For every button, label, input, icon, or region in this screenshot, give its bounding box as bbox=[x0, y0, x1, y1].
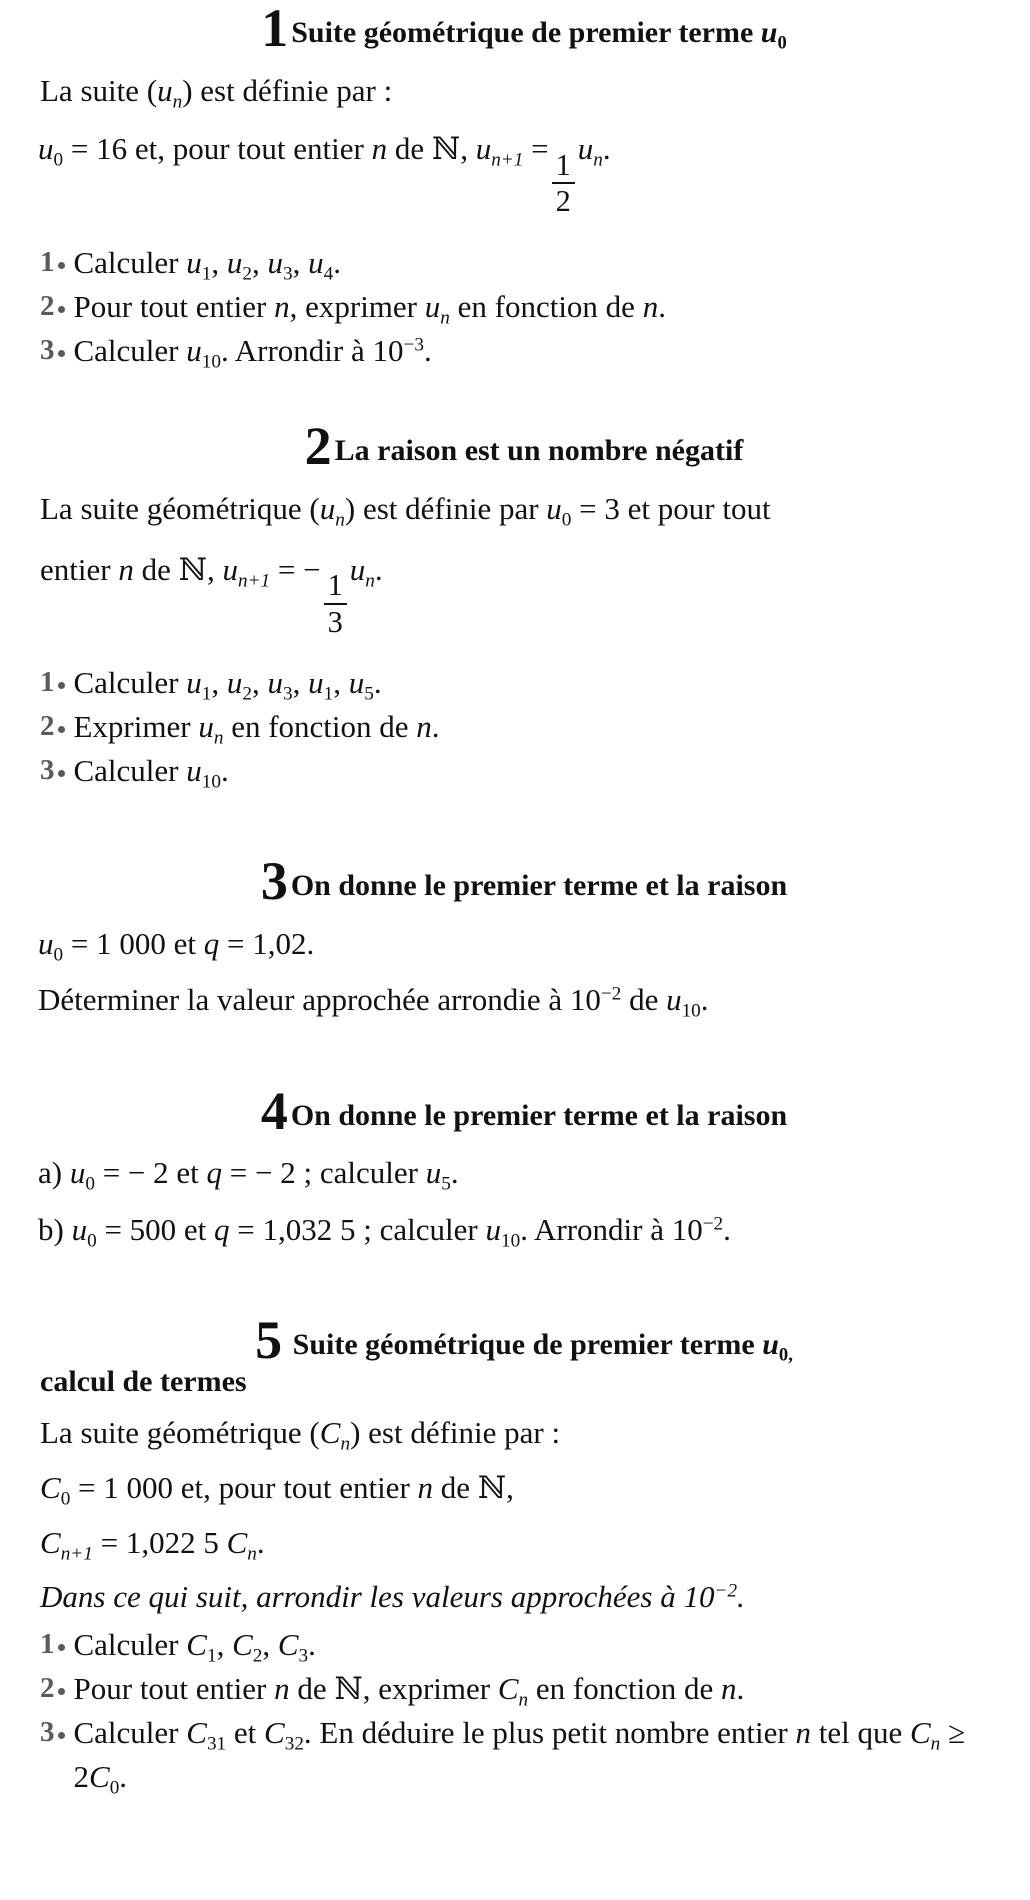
exercise-2-definition: entier n de ℕ, $u_{n+1}$ = − $\frac{1}{3}$ $u_n$. bbox=[40, 551, 383, 639]
question-text: Calculer $u_{10}$. Arrondir à $10^{-3}$. bbox=[73, 332, 432, 373]
exercise-2-intro: La suite géométrique $(u_n)$ est définie par $u_0 = 3$ et pour tout bbox=[40, 491, 771, 531]
question-text: Exprimer $u_n$ en fonction de n. bbox=[73, 709, 440, 749]
marker-dot bbox=[58, 1688, 65, 1695]
exercise-3-line-1: $u_0 = 1$ 000 et q = 1,02. bbox=[38, 925, 315, 966]
exercise-5-intro: La suite géométrique $(C_n)$ est définie par : bbox=[40, 1415, 561, 1455]
exercise-5-title: Suite géométrique de premier terme $u_{0,}$ bbox=[292, 1328, 793, 1366]
marker-dot bbox=[58, 1732, 65, 1739]
question-text: Pour tout entier n, exprimer $u_n$ en fonction de n. bbox=[73, 288, 666, 329]
exercise-2-number: 2 bbox=[304, 416, 331, 477]
exercise-1-heading bbox=[40, 0, 1008, 57]
exercise-5-definition-1: $C_0 = 1$ 000 et, pour tout entier n de ℕ, bbox=[40, 1469, 514, 1510]
question-marker: 2 bbox=[40, 707, 65, 745]
marker-dot bbox=[58, 306, 65, 313]
exercise-5-question-2 bbox=[40, 1669, 1008, 1713]
exercise-5-heading bbox=[40, 1312, 1008, 1369]
natural-numbers-symbol: ℕ bbox=[334, 1671, 363, 1708]
marker-dot bbox=[58, 262, 65, 269]
exercise-3-number: 3 bbox=[260, 850, 287, 911]
exercise-4-heading bbox=[40, 1080, 1008, 1141]
natural-numbers-symbol: ℕ bbox=[477, 1469, 507, 1506]
question-text: Calculer $u_1$, $u_2$, $u_3$, $u_1$, $u_5$. bbox=[73, 665, 382, 705]
fraction-one-half: $\frac{1}{2}$ bbox=[552, 150, 575, 217]
exercise-1-title-sub: 0 bbox=[777, 32, 787, 54]
exercise-1-title-var: u bbox=[760, 16, 778, 49]
question-text: Pour tout entier n de ℕ, exprimer $C_n$ en fonction de n. bbox=[73, 1671, 745, 1711]
question-text: Calculer $u_{10}$. bbox=[73, 752, 229, 793]
question-text: Calculer $C_{31}$ et $C_{32}$. En déduire le plus petit nombre entier n tel que $C_n \ge 2C_0$. bbox=[73, 1715, 966, 1799]
exercise-5-note: Dans ce qui suit, arrondir les valeurs approchées à $10^{-2}$. bbox=[40, 1579, 745, 1615]
exercise-4-item-a: a) $u_0$ = − 2 et q = − 2 ; calculer $u_5$. bbox=[38, 1155, 459, 1195]
exercise-1-question-3 bbox=[40, 331, 1008, 375]
exercise-2-question-2 bbox=[40, 707, 1008, 751]
exercise-3-line-2: Déterminer la valeur approchée arrondie à $10^{-2}$ de $u_{10}$. bbox=[38, 982, 709, 1022]
marker-dot bbox=[58, 726, 65, 733]
exercise-4-number: 4 bbox=[260, 1080, 287, 1141]
question-text: Calculer $C_1$, $C_2$, $C_3$. bbox=[73, 1627, 316, 1667]
marker-dot bbox=[58, 682, 65, 689]
exercise-2-question-3 bbox=[40, 751, 1008, 795]
exercise-1-intro: La suite $(u_n)$ est définie par : bbox=[40, 72, 393, 113]
exercise-4-title: On donne le premier terme et la raison bbox=[290, 1098, 788, 1132]
marker-dot bbox=[58, 350, 65, 357]
natural-numbers-symbol: ℕ bbox=[431, 131, 461, 168]
exercise-1-number: 1 bbox=[261, 0, 288, 58]
question-marker: 2 bbox=[40, 1669, 65, 1707]
marker-dot bbox=[58, 770, 65, 777]
exercise-3-heading bbox=[40, 850, 1008, 911]
question-marker: 1 bbox=[40, 243, 65, 281]
exercise-1-question-1 bbox=[40, 243, 1008, 287]
question-text: Calculer $u_1$, $u_2$, $u_3$, $u_4$. bbox=[73, 244, 341, 285]
exercise-5-number: 5 bbox=[255, 1310, 282, 1371]
exercise-2-question-1 bbox=[40, 663, 1008, 707]
question-marker: 1 bbox=[40, 663, 65, 701]
fraction-one-third: $\frac{1}{3}$ bbox=[324, 570, 347, 637]
exercise-2-title: La raison est un nombre négatif bbox=[334, 434, 744, 468]
exercise-3-title: On donne le premier terme et la raison bbox=[290, 868, 788, 902]
marker-dot bbox=[58, 1644, 65, 1651]
natural-numbers-symbol: ℕ bbox=[178, 551, 207, 588]
exercise-5-subtitle: calcul de termes bbox=[40, 1364, 247, 1398]
question-marker: 3 bbox=[40, 1713, 65, 1751]
question-marker: 3 bbox=[40, 331, 65, 369]
exercise-5-definition-2: $C_{n+1} = 1,022$ 5 $C_n$. bbox=[40, 1524, 265, 1565]
exercise-1-title: Suite géométrique de premier terme $u_0$ bbox=[291, 16, 787, 54]
exercise-5-question-3 bbox=[40, 1713, 1008, 1801]
exercise-1-question-2 bbox=[40, 287, 1008, 331]
exercise-4-item-b: b) $u_0 = 500$ et q = 1,032 5 ; calculer $u_{10}$. Arrondir à $10^{-2}$. bbox=[38, 1211, 731, 1252]
question-marker: 3 bbox=[40, 751, 65, 789]
exercise-1-definition: $u_0 = 16$ et, pour tout entier n de ℕ, $u_{n+1}$ = $\frac{1}{2}$ $u_n$. bbox=[38, 131, 611, 219]
exercise-2-heading bbox=[40, 418, 1008, 475]
question-marker: 1 bbox=[40, 1625, 65, 1663]
question-marker: 2 bbox=[40, 287, 65, 325]
exercise-5-question-1 bbox=[40, 1625, 1008, 1669]
